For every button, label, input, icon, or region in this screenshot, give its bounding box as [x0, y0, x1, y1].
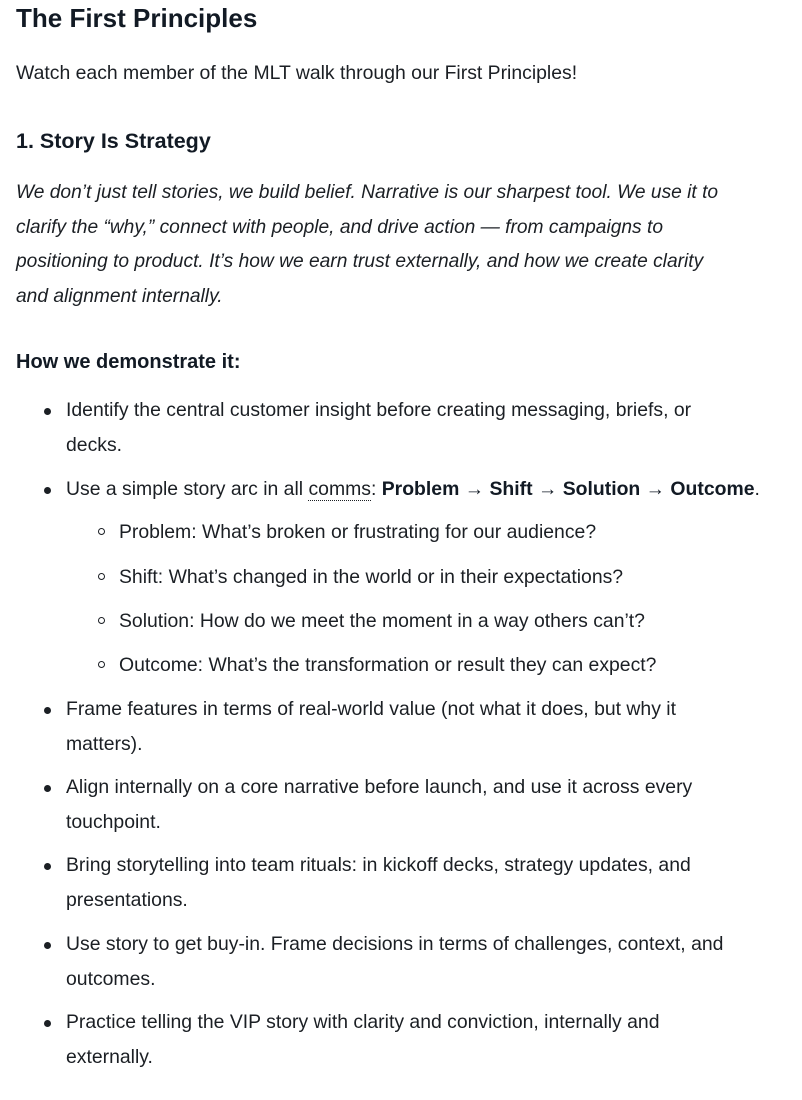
list-item-line: Bring storytelling into team rituals: in kickoff decks, strategy updates, and: [66, 854, 691, 876]
list-item-line: Practice telling the VIP story with clarity and conviction, internally and: [66, 1011, 660, 1033]
list-item-line: outcomes.: [66, 967, 156, 990]
circle-bullet-icon: [98, 617, 105, 624]
circle-bullet-icon: [98, 661, 105, 668]
principle-statement: [16, 176, 792, 314]
list-item-line: [66, 472, 760, 507]
circle-bullet-icon: [98, 528, 105, 535]
bullet-icon: [44, 785, 51, 792]
sub-list-item-text: Problem: What’s broken or frustrating for our audience?: [119, 521, 597, 543]
story-arc-prefix: Use a simple story arc in all: [66, 478, 309, 500]
list-item-line: Frame features in terms of real-world value (not what it does, but why it: [66, 698, 676, 720]
list-item-line: presentations.: [66, 888, 188, 911]
section-heading: 1. Story Is Strategy: [16, 129, 211, 153]
list-item-line: Align internally on a core narrative before launch, and use it across every: [66, 776, 693, 798]
list-item-line: externally.: [66, 1045, 153, 1068]
bullet-icon: [44, 942, 51, 949]
list-item-line: decks.: [66, 433, 123, 456]
sub-list-item-text: Outcome: What’s the transformation or result they can expect?: [119, 654, 657, 676]
statement-line: and alignment internally.: [16, 285, 223, 307]
statement-line: We don’t just tell stories, we build belief. Narrative is our sharpest tool. We use it to: [16, 182, 719, 203]
statement-line: clarify the “why,” connect with people, and drive action — from campaigns to: [16, 216, 663, 238]
list-item-line: matters).: [66, 732, 143, 755]
intro-text: Watch each member of the MLT walk through our First Principles!: [16, 62, 578, 84]
page-title: The First Principles: [16, 3, 258, 33]
circle-bullet-icon: [98, 573, 105, 580]
list-item-line: touchpoint.: [66, 810, 161, 833]
bullet-icon: [44, 863, 51, 870]
sub-list-item-text: Solution: How do we meet the moment in a way others can’t?: [119, 610, 645, 632]
statement-line: positioning to product. It’s how we earn trust externally, and how we create clarity: [16, 251, 704, 273]
comms-abbreviation[interactable]: comms: [308, 478, 371, 500]
bullet-icon: [44, 707, 51, 714]
list-item-line: Identify the central customer insight before creating messaging, briefs, or: [66, 399, 692, 421]
bullet-icon: [44, 1020, 51, 1027]
period: .: [754, 478, 760, 500]
bullet-icon: [44, 408, 51, 415]
demonstrate-heading: How we demonstrate it:: [16, 351, 241, 373]
sub-list-item-text: Shift: What’s changed in the world or in their expectations?: [119, 566, 624, 588]
list-item-line: Use story to get buy-in. Frame decisions in terms of challenges, context, and: [66, 933, 724, 955]
colon: :: [370, 478, 382, 500]
story-arc: Problem → Shift → Solution → Outcome: [381, 478, 755, 500]
bullet-icon: [44, 487, 51, 494]
